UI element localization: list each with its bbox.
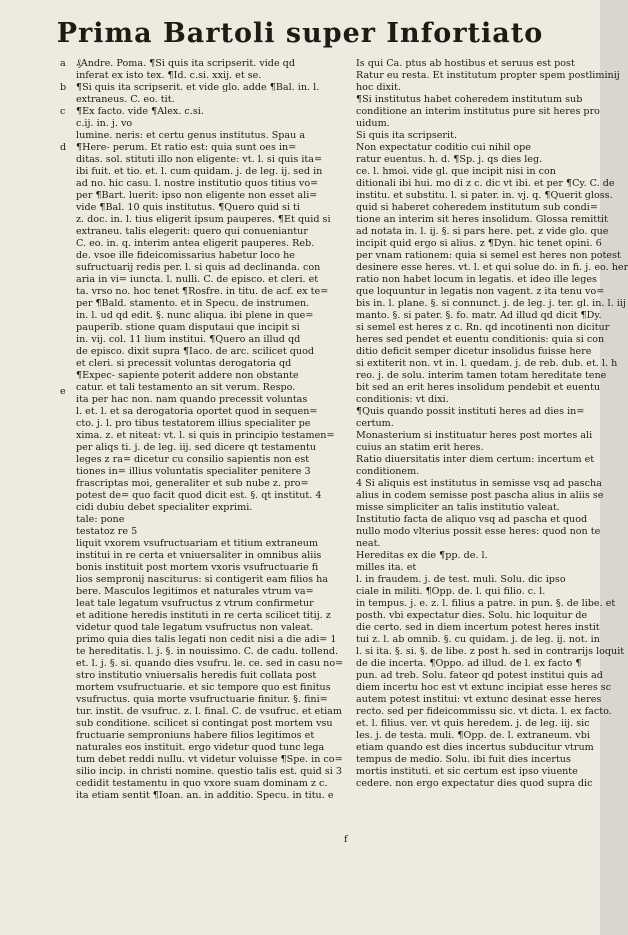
- text-line: cto. j. l. pro tibus testatorem illius specialiter pe: [76, 418, 311, 429]
- text-line: sufructuarij redis per. l. si quis ad declinanda. con: [76, 262, 321, 273]
- text-line: Ratio diuersitatis inter diem certum: incertum et: [356, 454, 595, 465]
- text-line: fructuarie semproniuns habere filios legitimos et: [76, 730, 315, 741]
- text-line: ¶Quis quando possit instituti heres ad dies in=: [356, 406, 585, 417]
- text-line: si extiterit non. vt in. l. quedam. j. de reb. dub. et. l. h: [356, 358, 618, 369]
- text-line: C. eo. in. q. interim antea eligerit pauperes. Reb.: [76, 238, 315, 249]
- text-line: in tempus. j. e. z. l. filius a patre. in pun. §. de libe. et: [356, 598, 616, 609]
- text-line: l. in fraudem. j. de test. muli. Solu. dic ipso: [356, 574, 566, 585]
- text-line: ¶Ex facto. vide ¶Alex. c.si.: [76, 106, 204, 117]
- text-line: liquit vxorem vsufructuariam et titium extraneum: [76, 538, 319, 549]
- text-line: de. vsoe ille fideicomissarius habetur loco he: [76, 250, 295, 261]
- text-line: lumine. neris: et certu genus institutus. Spau a: [76, 130, 306, 141]
- text-line: Si quis ita scripserit.: [356, 130, 457, 141]
- text-line: inferat ex isto tex. ¶Id. c.si. xxij. et se.: [76, 70, 262, 81]
- text-line: quid si haberet coheredem institutum sub condi=: [356, 202, 598, 213]
- text-line: ad no. hic casu. l. nostre institutio quos titius vo=: [76, 178, 319, 189]
- text-line: conditione an interim institutus pure sit heres pro: [356, 106, 600, 117]
- text-line: frascriptas moi, generaliter et sub nube z. pro=: [76, 478, 309, 489]
- text-line: si semel est heres z c. Rn. qd incotinenti non dicitur: [356, 322, 610, 333]
- text-line: ditionali ibi hui. mo di z c. dic vt ibi. et per ¶Cy. C. de: [356, 178, 615, 189]
- text-line: ad notata in. l. ij. §. si pars here. pet. z vide glo. que: [356, 226, 609, 237]
- text-line: naturales eos instituit. ergo videtur quod tunc lega: [76, 742, 325, 753]
- text-line: z. doc. in. l. tius eligerit ipsum pauperes. ¶Et quid si: [76, 214, 331, 225]
- text-line: ratur euentus. h. d. ¶Sp. j. qs dies leg.: [356, 154, 543, 165]
- text-line: et cleri. si precessit voluntas derogatoria qd: [76, 358, 292, 369]
- margin-letter: a: [60, 58, 66, 69]
- text-line: ita etiam sentit ¶Ioan. an. in additio. Specu. in titu. e: [76, 790, 334, 801]
- text-line: cidi dubiu debet specialiter exprimi.: [76, 502, 253, 513]
- text-line: 4 Si aliquis est institutus in semisse vsq ad pascha: [356, 478, 602, 489]
- text-line: tiones in= illius voluntatis specialiter penitere 3: [76, 466, 311, 477]
- text-line: tur. instit. de vsufruc. z. l. final. C. de vsufruc. et etiam: [76, 706, 342, 717]
- running-header: Prima Bartoli super Infortiato: [56, 18, 544, 49]
- text-line: diem incertu hoc est vt extunc incipiat esse heres sc: [356, 682, 612, 693]
- text-line: silio incip. in christi nomine. questio talis est. quid si 3: [76, 766, 342, 777]
- text-line: que loquuntur in legatis non vagent. z ita tenu vo=: [356, 286, 605, 297]
- text-line: Institutio facta de aliquo vsq ad pascha et quod: [356, 514, 588, 525]
- text-line: heres sed pendet et euentu conditionis: quia si con: [356, 334, 605, 345]
- text-line: leat tale legatum vsufructus z vtrum confirmetur: [76, 598, 314, 609]
- text-line: de die incerta. ¶Oppo. ad illud. de l. ex facto ¶: [356, 658, 582, 669]
- text-line: die certo. sed in diem incertum potest heres instit: [356, 622, 600, 633]
- text-line: sub conditione. scilicet si contingat post mortem vsu: [76, 718, 333, 729]
- text-line: l. et. l. et sa derogatoria oportet quod in sequen=: [76, 406, 318, 417]
- text-line: ¶Si institutus habet coheredem institutum sub: [356, 94, 583, 105]
- text-line: l. si ita. §. si. §. de libe. z post h. sed in contrarijs loquit: [356, 646, 625, 657]
- text-line: cedidit testamentu in quo vxore suam dominam z c.: [76, 778, 328, 789]
- margin-letter: e: [60, 386, 66, 397]
- text-line: ibi fuit. et tio. et. l. cum quidam. j. de leg. ij. sed in: [76, 166, 323, 177]
- text-line: desinere esse heres. vt. l. et qui solue do. in fi. j. eo. her: [356, 262, 628, 273]
- text-line: recto. sed per fideicommissu sic. vt dicta. l. ex facto.: [356, 706, 612, 717]
- text-line: ratio non habet locum in legatis. et ideo ille leges: [356, 274, 597, 285]
- text-line: ¶Si quis ita scripserit. et vide glo. adde ¶Bal. in. l.: [76, 82, 320, 93]
- text-line: etiam quando est dies incertus subducitur vtrum: [356, 742, 594, 753]
- text-line: ¶Here- perum. Et ratio est: quia sunt oes in=: [76, 142, 297, 153]
- text-line: stro institutio vniuersalis heredis fuit collata post: [76, 670, 317, 681]
- text-line: neat.: [356, 538, 381, 549]
- text-line: manto. §. si pater. §. fo. matr. Ad illud qd dicit ¶Dy.: [356, 310, 602, 321]
- text-line: lios sempronij nasciturus: si contigerit eam filios ha: [76, 574, 329, 585]
- text-line: tempus de medio. Solu. ibi fuit dies incertus: [356, 754, 571, 765]
- text-line: et. l. j. §. si. quando dies vsufru. le. ce. sed in casu no=: [76, 658, 344, 669]
- text-line: institui in re certa et vniuersaliter in omnibus aliis: [76, 550, 322, 561]
- text-line: per ¶Bart. luerit: ipso non eligente non esset ali=: [76, 190, 318, 201]
- text-line: Monasterium si instituatur heres post mortes ali: [356, 430, 593, 441]
- text-line: Hereditas ex die ¶pp. de. l.: [356, 550, 488, 561]
- left-text-column: [76, 58, 344, 802]
- text-line: tui z. l. ab omnib. §. cu quidam. j. de leg. ij. not. in: [356, 634, 600, 645]
- text-line: aria in vi= iuncta. l. nulli. C. de episco. et cleri. et: [76, 274, 319, 285]
- text-line: tum debet reddi nullu. vt videtur voluisse ¶Spe. in co=: [76, 754, 343, 765]
- text-line: ditas. sol. stituti illo non eligente: vt. l. si quis ita=: [76, 154, 322, 165]
- text-line: tione an interim sit heres insolidum. Glossa remittit: [356, 214, 608, 225]
- text-line: per ¶Bald. stamento. et in Specu. de instrumen.: [76, 298, 310, 309]
- text-line: c.ij. in. j. vo: [76, 118, 133, 129]
- text-line: milles ita. et: [356, 562, 417, 573]
- text-line: testatoz re 5: [76, 526, 138, 537]
- text-line: ita per hac non. nam quando precessit voluntas: [76, 394, 308, 405]
- text-line: extraneus. C. eo. tit.: [76, 94, 175, 105]
- text-line: leges z ra= dicetur cu consilio sapientis non est: [76, 454, 310, 465]
- text-line: hoc dixit.: [356, 82, 401, 93]
- text-line: bere. Masculos legitimos et naturales vtrum va=: [76, 586, 314, 597]
- text-line: les. j. de testa. muli. ¶Opp. de. l. extraneum. vbi: [356, 730, 590, 741]
- margin-letter: f: [344, 834, 348, 845]
- text-line: Non expectatur coditio cui nihil ope: [356, 142, 531, 153]
- text-line: cedere. non ergo expectatur dies quod supra dic: [356, 778, 593, 789]
- text-line: bit sed an erit heres insolidum pendebit et euentu: [356, 382, 600, 393]
- text-line: ₰Andre. Poma. ¶Si quis ita scripserit. vide qd: [76, 58, 295, 69]
- text-line: tale: pone: [76, 514, 125, 525]
- text-line: ta. vrso no. hoc tenet ¶Rosfre. in titu. de acf. ex te=: [76, 286, 329, 297]
- text-line: mortis instituti. et sic certum est ipso viuente: [356, 766, 578, 777]
- text-line: in. vij. col. 11 lium institui. ¶Quero an illud qd: [76, 334, 301, 345]
- text-line: extraneu. talis elegerit: quero qui conueniantur: [76, 226, 308, 237]
- text-line: posth. vbi expectatur dies. Solu. hic loquitur de: [356, 610, 588, 621]
- text-line: uidum.: [356, 118, 390, 129]
- text-line: misse simpliciter an talis institutio valeat.: [356, 502, 560, 513]
- text-line: certum.: [356, 418, 394, 429]
- text-line: conditionem.: [356, 466, 420, 477]
- text-line: mortem vsufructuarie. et sic tempore quo est finitus: [76, 682, 331, 693]
- text-line: Ratur eu resta. Et institutum propter spem postliminij: [356, 70, 620, 81]
- text-line: de episco. dixit supra ¶Iaco. de arc. scilicet quod: [76, 346, 314, 357]
- text-line: reo. j. de solu. interim tamen totam hereditate tene: [356, 370, 607, 381]
- margin-letter: d: [60, 142, 67, 153]
- margin-letter: c: [60, 106, 66, 117]
- text-line: et aditione heredis instituti in re certa scilicet titij. z: [76, 610, 331, 621]
- text-line: te hereditatis. l. j. §. in nouissimo. C. de cadu. tollend.: [76, 646, 339, 657]
- text-line: institu. et substitu. l. si pater. in. vj. q. ¶Querit gloss.: [356, 190, 613, 201]
- text-line: et. l. filius. ver. vt quis heredem. j. de leg. iij. sic: [356, 718, 590, 729]
- text-line: xima. z. et niteat: vt. l. si quis in principio testamen=: [76, 430, 335, 441]
- text-line: per vnam rationem: quia si semel est heres non potest: [356, 250, 621, 261]
- text-line: catur. et tali testamento an sit verum. Respo.: [76, 382, 296, 393]
- text-line: videtur quod tale legatum vsufructus non valeat.: [76, 622, 314, 633]
- text-line: autem potest institui: vt extunc desinat esse heres: [356, 694, 602, 705]
- text-line: ditio deficit semper dicetur insolidus fuisse here: [356, 346, 592, 357]
- text-line: potest de= quo facit quod dicit est. §. qt institut. 4: [76, 490, 322, 501]
- text-line: bis in. l. plane. §. si connunct. j. de leg. j. ter. gl. in. l. iij: [356, 298, 626, 309]
- text-line: primo quia dies talis legati non cedit nisi a die adi= 1: [76, 634, 337, 645]
- text-line: pauperib. stione quam disputaui que incipit si: [76, 322, 300, 333]
- right-text-column: [356, 58, 628, 790]
- text-line: pun. ad treb. Solu. fateor qd potest institui quis ad: [356, 670, 603, 681]
- text-line: per aliqs ti. j. de leg. iij. sed dicere qt testamentu: [76, 442, 317, 453]
- text-line: vsufructus. quia morte vsufructuarie finitur. §. fini=: [76, 694, 328, 705]
- text-line: nullo modo vlterius possit esse heres: quod non te: [356, 526, 601, 537]
- text-line: Is qui Ca. ptus ab hostibus et seruus est post: [356, 58, 575, 69]
- text-line: bonis instituit post mortem vxoris vsufructuarie fi: [76, 562, 319, 573]
- text-line: ¶Expec- sapiente poterit addere non obstante: [76, 370, 299, 381]
- text-line: cuius an statim erit heres.: [356, 442, 484, 453]
- text-line: alius in codem semisse post pascha alius in aliis se: [356, 490, 604, 501]
- text-line: incipit quid ergo si alius. z ¶Dyn. hic tenet opini. 6: [356, 238, 602, 249]
- text-line: ciale in militi. ¶Opp. de. l. qui filio. c. l.: [356, 586, 546, 597]
- margin-letter: b: [60, 82, 67, 93]
- text-line: conditionis: vt dixi.: [356, 394, 449, 405]
- text-line: in. l. ud qd edit. §. nunc aliqua. ibi plene in que=: [76, 310, 314, 321]
- text-line: vide ¶Bal. 10 quis institutus. ¶Quero quid si ti: [76, 202, 300, 213]
- text-line: ce. l. hmoi. vide gl. que incipit nisi in con: [356, 166, 556, 177]
